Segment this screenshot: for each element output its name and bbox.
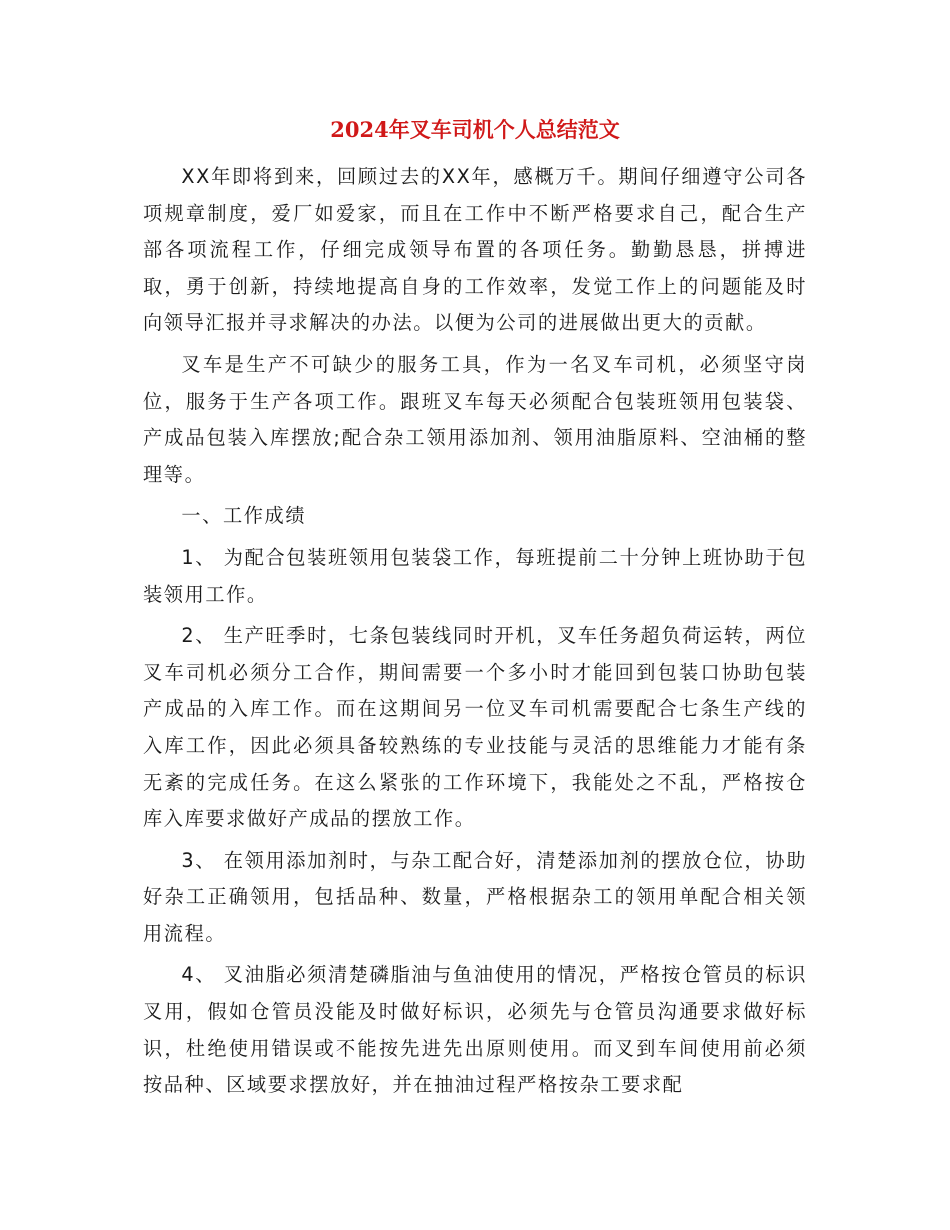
paragraph-forklift-role: 叉车是生产不可缺少的服务工具，作为一名叉车司机，必须坚守岗位，服务于生产各项工作。跟班叉车每天必须配合包装班领用包装袋、产成品包装入库摆放;配合杂工领用添加剂、领用油脂原料、空油桶的整理等。 — [143, 352, 807, 486]
section-heading-achievements: 一、工作成绩 — [181, 504, 307, 528]
list-item-3: 3、 在领用添加剂时，与杂工配合好，清楚添加剂的摆放仓位，协助好杂工正确领用，包括品种、数量，严格根据杂工的领用单配合相关领用流程。 — [143, 848, 807, 945]
list-item-2: 2、 生产旺季时，七条包装线同时开机，叉车任务超负荷运转，两位叉车司机必须分工合作，期间需要一个多小时才能回到包装口协助包装产成品的入库工作。而在这期间另一位叉车司机需要配合七条生产线的入库工作，因此必须具备较熟练的专业技能与灵活的思维能力才能有条无紊的完成任务。在这么紧张的工作环境下，我能处之不乱，严格按仓库入库要求做好产成品的摆放工作。 — [143, 624, 807, 831]
document-title: 2024年叉车司机个人总结范文 — [330, 117, 620, 142]
paragraph-intro: XX年即将到来，回顾过去的XX年，感概万千。期间仔细遵守公司各项规章制度，爱厂如爱家，而且在工作中不断严格要求自己，配合生产部各项流程工作，仔细完成领导布置的各项任务。勤勤恳恳，拼搏进取，勇于创新，持续地提高自身的工作效率，发觉工作上的问题能及时向领导汇报并寻求解决的办法。以便为公司的进展做出更大的贡献。 — [143, 165, 807, 335]
list-item-1: 1、 为配合包装班领用包装袋工作，每班提前二十分钟上班协助于包装领用工作。 — [143, 545, 807, 606]
list-item-4: 4、 叉油脂必须清楚磷脂油与鱼油使用的情况，严格按仓管员的标识叉用，假如仓管员没能及时做好标识，必须先与仓管员沟通要求做好标识，杜绝使用错误或不能按先进先出原则使用。而叉到车间使用前必须按品种、区域要求摆放好，并在抽油过程严格按杂工要求配 — [143, 963, 807, 1097]
document-body — [143, 159, 807, 1109]
